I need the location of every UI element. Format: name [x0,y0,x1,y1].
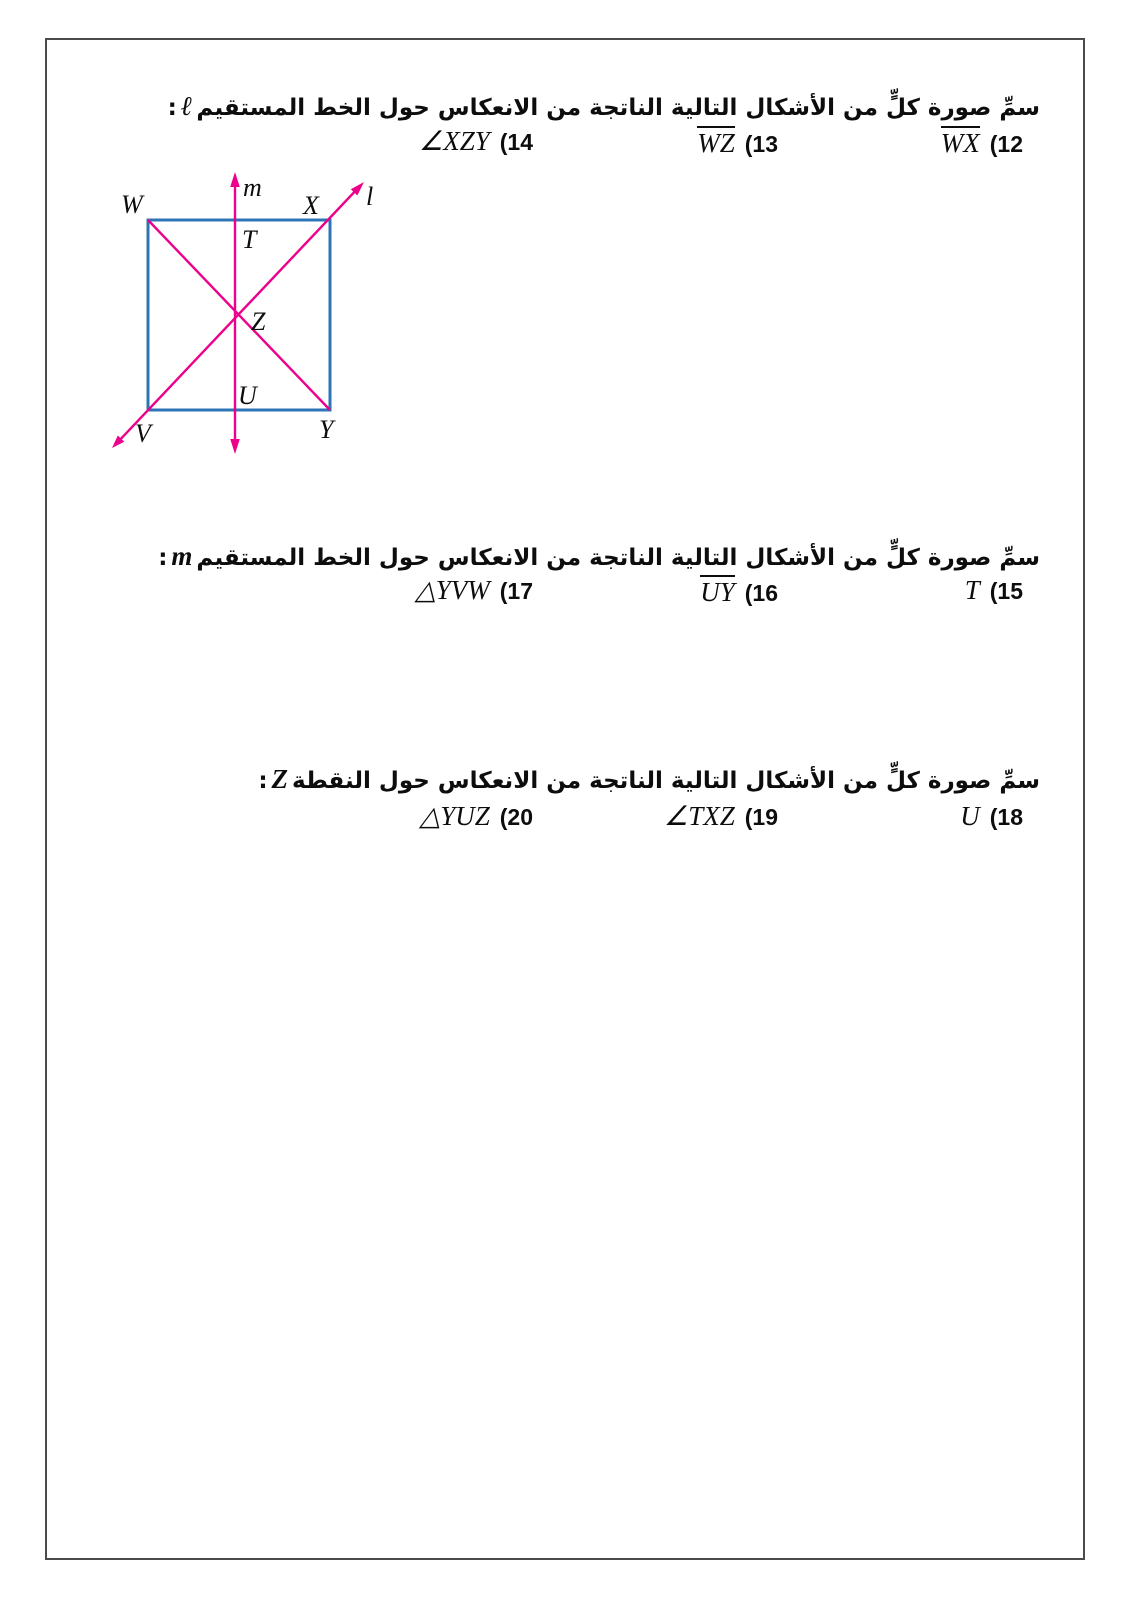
point-label-T: T [242,225,257,254]
problem-item-12 [792,126,1037,159]
line-label-m: m [243,173,262,202]
instruction-reflection-point-z [120,764,1040,795]
line-symbol-l: ℓ [180,91,193,121]
arrowhead-m-bottom-icon [230,439,240,454]
point-symbol-z: Z [271,764,289,794]
point-label-U: U [238,381,257,410]
segment-overline: WZ [697,128,735,158]
vertex-label-V: V [135,419,151,448]
problem-expression [700,575,735,608]
problem-number: (13 [744,131,778,157]
problem-expression: △YVW [414,575,490,605]
figure-svg [85,163,395,463]
problems-row-2 [95,575,1037,608]
problem-item-20 [302,801,547,832]
problem-item-17 [302,575,547,608]
problem-expression: ∠TXZ [664,801,735,831]
instruction-text: سمِّ صورة كلٍّ من الأشكال التالية الناتجة من الانعكاس حول النقطة [292,768,1040,794]
problem-number: (12 [989,131,1023,157]
problem-expression: △YUZ [419,801,490,831]
problem-expression: ∠XZY [419,126,490,156]
colon: : [258,768,268,794]
problem-number: (19 [744,804,778,830]
problem-item-15 [792,575,1037,608]
vertex-label-X: X [303,191,319,220]
segment-overline: WX [940,128,980,158]
problem-expression: T [964,575,980,605]
problem-item-14 [302,126,547,159]
problem-expression [941,126,980,159]
colon: : [167,95,177,121]
problems-row-1 [95,126,1037,159]
point-label-Z: Z [251,307,266,336]
problem-item-13 [547,126,792,159]
problem-item-18 [792,801,1037,832]
problem-number: (15 [989,578,1023,604]
problem-number: (16 [744,580,778,606]
vertex-label-Y: Y [319,415,334,444]
instruction-text: سمِّ صورة كلٍّ من الأشكال التالية الناتجة من الانعكاس حول الخط المستقيم [196,545,1040,571]
problem-item-19 [547,801,792,832]
line-symbol-m: m [171,541,193,571]
problems-row-3 [95,801,1037,832]
problem-number: (17 [499,578,533,604]
problem-expression [697,126,735,159]
instruction-text: سمِّ صورة كلٍّ من الأشكال التالية الناتجة من الانعكاس حول الخط المستقيم [196,95,1040,121]
line-label-l: l [366,182,374,211]
colon: : [158,545,168,571]
instruction-reflection-line-l [120,91,1040,122]
problem-number: (18 [989,804,1023,830]
arrowhead-m-top-icon [230,172,240,187]
problem-number: (20 [499,804,533,830]
problem-item-16 [547,575,792,608]
instruction-reflection-line-m [120,541,1040,572]
problem-expression: U [960,801,980,831]
problem-number: (14 [499,129,533,155]
vertex-label-W: W [121,190,143,219]
segment-overline: UY [700,577,735,607]
